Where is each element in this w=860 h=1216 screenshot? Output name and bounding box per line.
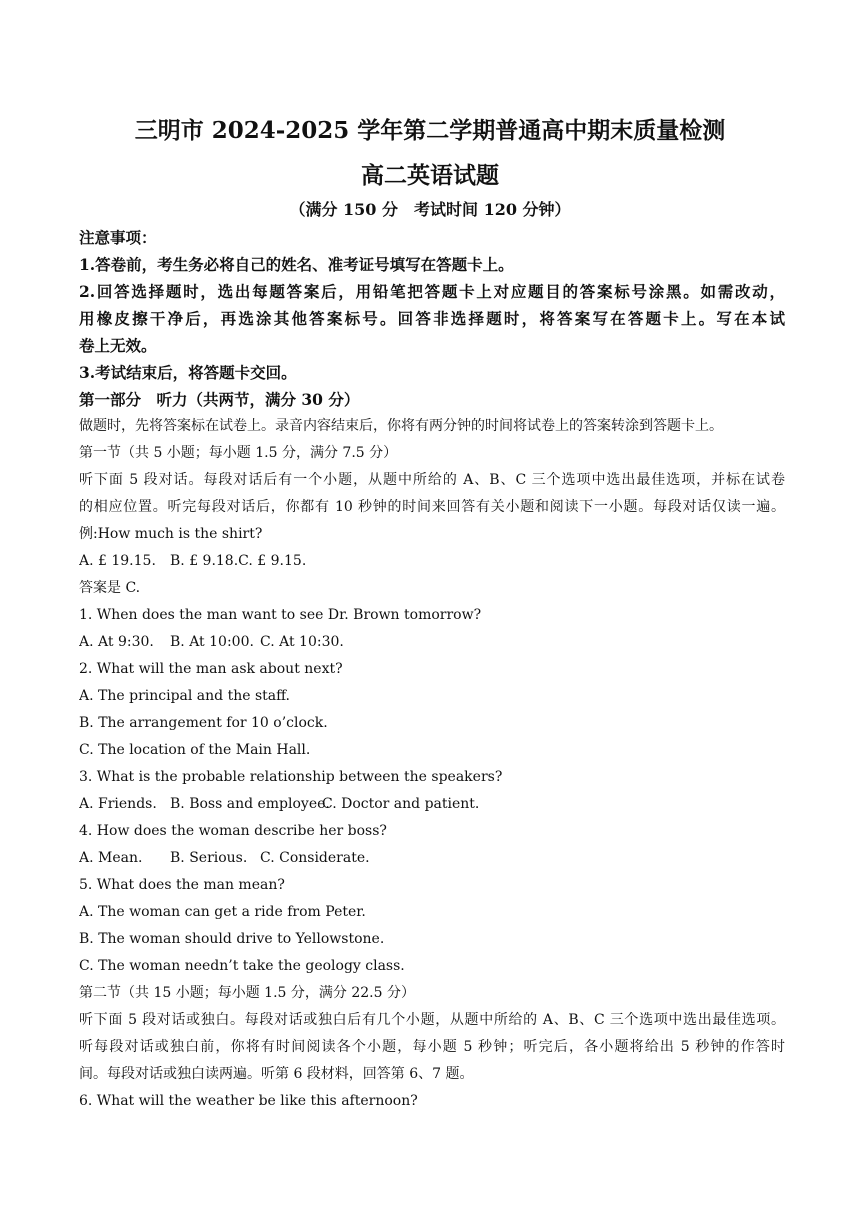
q2-option-c: C. The location of the Main Hall. — [79, 742, 311, 758]
q4-option-c: C. Considerate. — [260, 850, 370, 866]
example-option-c: C. £ 9.15. — [238, 553, 307, 569]
q5-option-c: C. The woman needn’t take the geology class. — [79, 958, 405, 974]
question-6: 6. What will the weather be like this afternoon? — [79, 1093, 418, 1109]
note-item-2-line-3: 卷上无效。 — [79, 336, 157, 355]
question-3-options — [79, 791, 785, 818]
q2-option-b: B. The arrangement for 10 o’clock. — [79, 715, 328, 731]
q5-option-b: B. The woman should drive to Yellowstone. — [79, 931, 385, 947]
note-item-3: 3.考试结束后，将答题卡交回。 — [79, 363, 297, 382]
q3-option-b: B. Boss and employee. — [170, 796, 330, 812]
example-option-a: A. £ 19.15. — [79, 553, 156, 569]
exam-content — [79, 224, 785, 1115]
section2-heading: 第二节（共 15 小题；每小题 1.5 分，满分 22.5 分） — [79, 985, 415, 1001]
q3-option-a: A. Friends. — [79, 796, 157, 812]
q1-option-b: B. At 10:00. — [170, 634, 254, 650]
question-3: 3. What is the probable relationship between the speakers? — [79, 769, 503, 785]
section2-instructions-line-3: 间。每段对话或独白读两遍。听第 6 段材料，回答第 6、7 题。 — [79, 1066, 474, 1082]
example-options — [79, 548, 785, 575]
q2-option-a: A. The principal and the staff. — [79, 688, 291, 704]
notes-heading: 注意事项： — [79, 228, 157, 247]
example-option-b: B. £ 9.18. — [170, 553, 239, 569]
section2-instructions-line-2: 听每段对话或独白前，你将有时间阅读各个小题，每小题 5 秒钟；听完后，各小题将给出 5 秒钟的作答时 — [79, 1039, 785, 1055]
question-4-options — [79, 845, 785, 872]
section1-instructions-line-2: 的相应位置。听完每段对话后，你都有 10 秒钟的时间来回答有关小题和阅读下一小题。每段对话仅读一遍。 — [79, 499, 785, 515]
q3-option-c: C. Doctor and patient. — [322, 796, 480, 812]
note-item-2-line-1: 2.回答选择题时，选出每题答案后，用铅笔把答题卡上对应题目的答案标号涂黑。如需改动， — [79, 282, 785, 301]
question-2: 2. What will the man ask about next? — [79, 661, 343, 677]
exam-title: 三明市 2024-2025 学年第二学期普通高中期末质量检测 — [134, 117, 726, 144]
q4-option-a: A. Mean. — [79, 850, 143, 866]
section2-instructions-line-1: 听下面 5 段对话或独白。每段对话或独白后有几个小题，从题中所给的 A、B、C 三个选项中选出最佳选项。 — [79, 1012, 785, 1028]
part1-heading: 第一部分 听力（共两节，满分 30 分） — [79, 390, 360, 409]
section1-instructions-line-1: 听下面 5 段对话。每段对话后有一个小题，从题中所给的 A、B、C 三个选项中选出最佳选项，并标在试卷 — [79, 472, 785, 488]
question-5: 5. What does the man mean? — [79, 877, 285, 893]
question-1: 1. When does the man want to see Dr. Brown tomorrow? — [79, 607, 482, 623]
q4-option-b: B. Serious. — [170, 850, 248, 866]
example-question: 例:How much is the shirt? — [79, 526, 263, 542]
question-4: 4. How does the woman describe her boss? — [79, 823, 387, 839]
question-1-options — [79, 629, 785, 656]
note-item-2-line-2: 用橡皮擦干净后，再选涂其他答案标号。回答非选择题时，将答案写在答题卡上。写在本试 — [79, 309, 785, 328]
note-item-1: 1.答卷前，考生务必将自己的姓名、准考证号填写在答题卡上。 — [79, 255, 514, 274]
exam-subtitle: 高二英语试题 — [361, 162, 499, 189]
example-answer: 答案是 C. — [79, 580, 141, 596]
q1-option-a: A. At 9:30. — [79, 634, 154, 650]
score-time: （满分 150 分 考试时间 120 分钟） — [289, 200, 571, 219]
q1-option-c: C. At 10:30. — [260, 634, 344, 650]
q5-option-a: A. The woman can get a ride from Peter. — [79, 904, 366, 920]
section1-heading: 第一节（共 5 小题；每小题 1.5 分，满分 7.5 分） — [79, 445, 398, 461]
part1-intro: 做题时，先将答案标在试卷上。录音内容结束后，你将有两分钟的时间将试卷上的答案转涂到答题卡上。 — [79, 418, 723, 434]
